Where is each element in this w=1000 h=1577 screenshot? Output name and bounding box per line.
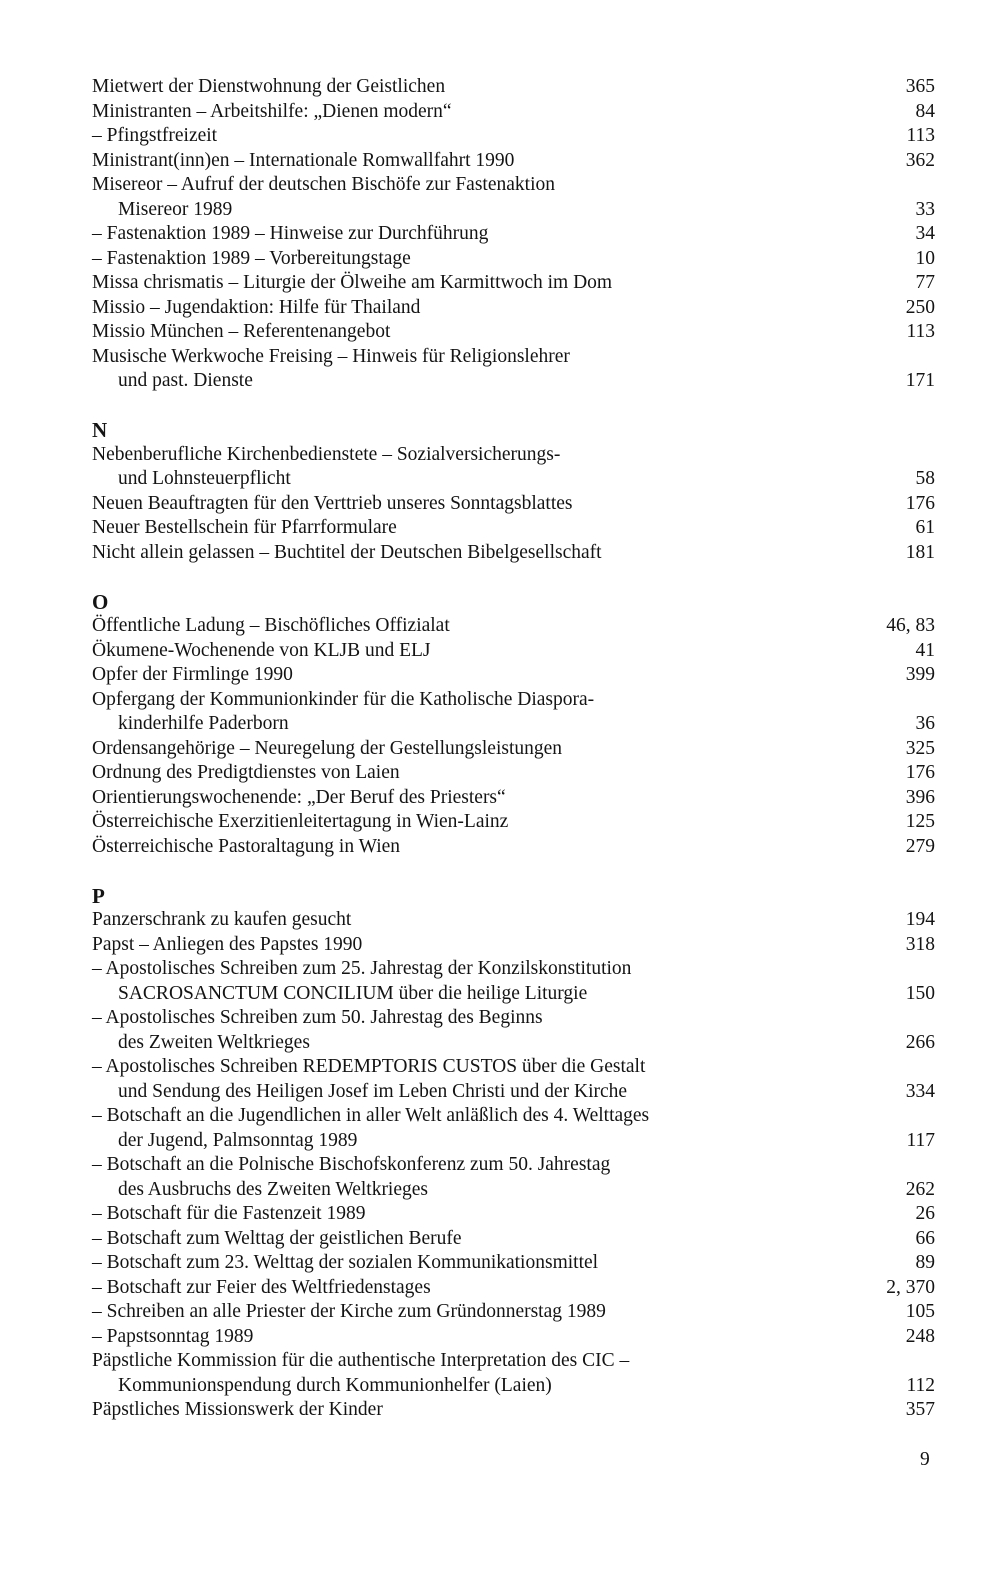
index-entry	[92, 1398, 935, 1423]
entry-page-ref: 2, 370	[886, 1276, 935, 1298]
entry-page-ref: 357	[905, 1399, 935, 1420]
entry-title	[92, 222, 916, 247]
entry-page-ref: 41	[915, 639, 935, 661]
entry-line: Ordnung des Predigtdienstes von Laien	[92, 762, 400, 783]
entry-line: Missa chrismatis – Liturgie der Ölweihe am Karmittwoch im Dom	[92, 272, 613, 293]
entry-title	[92, 1153, 906, 1202]
entry-line: Ministranten – Arbeitshilfe: „Dienen modern“	[92, 100, 452, 122]
entry-title	[92, 835, 906, 860]
entry-page-ref: 171	[905, 370, 935, 391]
entry-page-ref: 46, 83	[886, 615, 935, 636]
index-entry	[92, 1202, 935, 1227]
entry-line: Panzerschrank zu kaufen gesucht	[92, 909, 352, 930]
entry-title	[92, 1276, 886, 1301]
index-entry	[92, 1325, 935, 1350]
entry-title	[92, 443, 916, 492]
page-number: 9	[920, 1449, 930, 1470]
entry-page-ref: 176	[905, 762, 935, 783]
entry-page-ref: 33	[915, 198, 935, 220]
entry-line: Ordensangehörige – Neuregelung der Gestellungsleistungen	[92, 737, 563, 759]
entry-line: der Jugend, Palmsonntag 1989	[118, 1129, 358, 1151]
entry-title	[92, 75, 906, 100]
entry-title	[92, 688, 916, 737]
entry-title	[92, 1202, 916, 1227]
entry-line: – Apostolisches Schreiben REDEMPTORIS CUSTOS über die Gestalt	[92, 1056, 646, 1077]
entry-title	[92, 1398, 906, 1423]
index-entry	[92, 296, 935, 321]
index-entry	[92, 933, 935, 958]
index-entry	[92, 124, 935, 149]
index-entry	[92, 835, 935, 860]
entry-page-ref: 250	[905, 296, 935, 318]
index-entry	[92, 1300, 935, 1325]
entry-line: Österreichische Pastoraltagung in Wien	[92, 835, 401, 857]
index-entry	[92, 614, 935, 639]
entry-line: Ministrant(inn)en – Internationale Romwallfahrt 1990	[92, 149, 515, 171]
entry-title	[92, 663, 906, 688]
entry-title	[92, 810, 906, 835]
entry-page-ref: 334	[905, 1080, 935, 1102]
entry-line: und Sendung des Heiligen Josef im Leben Christi und der Kirche	[118, 1080, 628, 1102]
entry-page-ref: 105	[905, 1301, 935, 1322]
entry-page-ref: 26	[915, 1203, 935, 1224]
entry-line: Öffentliche Ladung – Bischöfliches Offizialat	[92, 615, 450, 636]
section-letter: O	[92, 589, 109, 614]
index-entry	[92, 1349, 935, 1398]
index-entry	[92, 786, 935, 811]
section-letter: P	[92, 883, 106, 908]
index-section	[92, 884, 935, 1423]
index-entry	[92, 492, 935, 517]
entry-page-ref: 66	[915, 1227, 935, 1249]
index-entry	[92, 761, 935, 786]
index-entry	[92, 1227, 935, 1252]
entry-line: und past. Dienste	[118, 370, 253, 391]
entry-line: – Apostolisches Schreiben zum 50. Jahrestag des Beginns	[92, 1007, 543, 1028]
entry-title	[92, 1251, 916, 1276]
index-entry	[92, 737, 935, 762]
entry-page-ref: 10	[915, 247, 935, 269]
entry-title	[92, 100, 916, 125]
entry-line: – Botschaft zur Feier des Weltfriedenstages	[92, 1276, 431, 1298]
entry-line: – Pfingstfreizeit	[92, 125, 218, 146]
entry-line: SACROSANCTUM CONCILIUM über die heilige Liturgie	[118, 982, 588, 1004]
index-entry	[92, 639, 935, 664]
entry-line: Österreichische Exerzitienleitertagung in Wien-Lainz	[92, 811, 509, 832]
entry-line: Nicht allein gelassen – Buchtitel der Deutschen Bibelgesellschaft	[92, 541, 602, 563]
index-section	[92, 418, 935, 565]
entry-title	[92, 149, 906, 174]
entry-line: Missio – Jugendaktion: Hilfe für Thailand	[92, 296, 421, 318]
entry-page-ref: 318	[905, 933, 935, 955]
index-entry	[92, 810, 935, 835]
entry-line: kinderhilfe Paderborn	[118, 713, 289, 734]
entry-title	[92, 1055, 906, 1104]
index-entry	[92, 1104, 935, 1153]
entry-page-ref: 125	[905, 811, 935, 832]
entry-page-ref: 113	[906, 321, 935, 342]
entry-page-ref: 262	[905, 1178, 935, 1200]
entry-page-ref: 117	[906, 1129, 935, 1151]
index-entry	[92, 541, 935, 566]
index-entry	[92, 443, 935, 492]
entry-title	[92, 345, 906, 394]
entry-title	[92, 173, 916, 222]
index-entry	[92, 149, 935, 174]
entry-line: – Apostolisches Schreiben zum 25. Jahrestag der Konzilskonstitution	[92, 958, 632, 979]
entry-line: – Fastenaktion 1989 – Vorbereitungstage	[92, 247, 411, 269]
entry-title	[92, 639, 916, 664]
index-entry	[92, 908, 935, 933]
entry-title	[92, 614, 886, 639]
entry-line: – Botschaft an die Jugendlichen in aller Welt anläßlich des 4. Welttages	[92, 1105, 650, 1126]
entry-title	[92, 957, 906, 1006]
index-entry	[92, 247, 935, 272]
entry-line: Neuen Beauftragten für den Verttrieb unseres Sonntagsblattes	[92, 492, 573, 514]
index-entry	[92, 1153, 935, 1202]
entry-line: Misereor 1989	[118, 198, 233, 220]
index-entry	[92, 1276, 935, 1301]
entry-title	[92, 1006, 906, 1055]
entry-page-ref: 176	[905, 492, 935, 514]
entry-page-ref: 266	[905, 1031, 935, 1053]
entry-line: Orientierungswochenende: „Der Beruf des Priesters“	[92, 786, 506, 808]
entry-line: – Botschaft zum Welttag der geistlichen Berufe	[92, 1227, 462, 1249]
index-page	[92, 75, 935, 1447]
section-letter: N	[92, 418, 108, 442]
entry-title	[92, 247, 916, 272]
entry-title	[92, 1227, 916, 1252]
entry-page-ref: 279	[905, 835, 935, 857]
index-entry	[92, 1006, 935, 1055]
entry-line: – Botschaft für die Fastenzeit 1989	[92, 1203, 366, 1224]
entry-title	[92, 320, 906, 345]
index-entry	[92, 271, 935, 296]
entry-title	[92, 786, 906, 811]
entry-line: Ökumene-Wochenende von KLJB und ELJ	[92, 639, 431, 661]
entry-page-ref: 89	[915, 1252, 935, 1273]
entry-title	[92, 908, 906, 933]
entry-page-ref: 113	[906, 125, 935, 146]
entry-line: Mietwert der Dienstwohnung der Geistlichen	[92, 76, 446, 97]
entry-title	[92, 541, 906, 566]
entry-line: Nebenberufliche Kirchenbedienstete – Sozialversicherungs-	[92, 443, 561, 465]
entry-page-ref: 325	[905, 737, 935, 759]
index-entry	[92, 345, 935, 394]
index-entry	[92, 100, 935, 125]
entry-title	[92, 516, 916, 541]
entry-line: des Ausbruchs des Zweiten Weltkrieges	[118, 1178, 429, 1200]
entry-page-ref: 194	[905, 909, 935, 930]
entry-line: – Botschaft zum 23. Welttag der sozialen Kommunikationsmittel	[92, 1252, 599, 1273]
entry-line: Missio München – Referentenangebot	[92, 321, 391, 342]
index-section	[92, 590, 935, 860]
entry-line: Opfergang der Kommunionkinder für die Katholische Diaspora-	[92, 688, 595, 710]
index-entry	[92, 516, 935, 541]
entry-title	[92, 1349, 906, 1398]
entry-page-ref: 365	[905, 76, 935, 97]
entry-page-ref: 181	[905, 541, 935, 563]
entry-line: – Papstsonntag 1989	[92, 1325, 254, 1347]
entry-page-ref: 34	[915, 223, 935, 244]
entry-page-ref: 362	[905, 149, 935, 171]
entry-line: Misereor – Aufruf der deutschen Bischöfe zur Fastenaktion	[92, 174, 555, 195]
entry-line: Papst – Anliegen des Papstes 1990	[92, 933, 363, 955]
index-entry	[92, 1251, 935, 1276]
entry-title	[92, 1300, 906, 1325]
entry-line: Musische Werkwoche Freising – Hinweis für Religionslehrer	[92, 345, 570, 367]
entry-line: – Fastenaktion 1989 – Hinweise zur Durchführung	[92, 223, 489, 244]
index-entry	[92, 75, 935, 100]
index-entry	[92, 688, 935, 737]
entry-line: des Zweiten Weltkrieges	[118, 1031, 310, 1053]
entry-page-ref: 248	[905, 1325, 935, 1347]
entry-title	[92, 296, 906, 321]
entry-line: – Botschaft an die Polnische Bischofskonferenz zum 50. Jahrestag	[92, 1154, 611, 1175]
entry-line: – Schreiben an alle Priester der Kirche zum Gründonnerstag 1989	[92, 1301, 606, 1322]
entry-title	[92, 492, 906, 517]
entry-page-ref: 58	[915, 468, 935, 489]
entry-page-ref: 112	[906, 1374, 935, 1396]
entry-page-ref: 399	[905, 664, 935, 685]
index-entry	[92, 663, 935, 688]
entry-page-ref: 77	[915, 272, 935, 293]
entry-title	[92, 271, 916, 296]
entry-page-ref: 396	[905, 786, 935, 808]
entry-line: Opfer der Firmlinge 1990	[92, 664, 293, 685]
index-entry	[92, 320, 935, 345]
entry-line: Neuer Bestellschein für Pfarrformulare	[92, 517, 397, 538]
entry-title	[92, 1325, 906, 1350]
entry-line: Päpstliche Kommission für die authentische Interpretation des CIC –	[92, 1350, 630, 1371]
index-entry	[92, 1055, 935, 1104]
entry-title	[92, 933, 906, 958]
entry-line: Päpstliches Missionswerk der Kinder	[92, 1399, 383, 1420]
entry-title	[92, 1104, 906, 1153]
entry-title	[92, 761, 906, 786]
index-section	[92, 75, 935, 394]
entry-page-ref: 61	[915, 517, 935, 538]
entry-page-ref: 84	[915, 100, 935, 122]
entry-page-ref: 36	[915, 713, 935, 734]
index-entry	[92, 957, 935, 1006]
entry-title	[92, 124, 906, 149]
index-entry	[92, 222, 935, 247]
entry-line: und Lohnsteuerpflicht	[118, 468, 291, 489]
entry-title	[92, 737, 906, 762]
index-entry	[92, 173, 935, 222]
entry-page-ref: 150	[905, 982, 935, 1004]
entry-line: Kommunionspendung durch Kommunionhelfer (Laien)	[118, 1374, 552, 1396]
